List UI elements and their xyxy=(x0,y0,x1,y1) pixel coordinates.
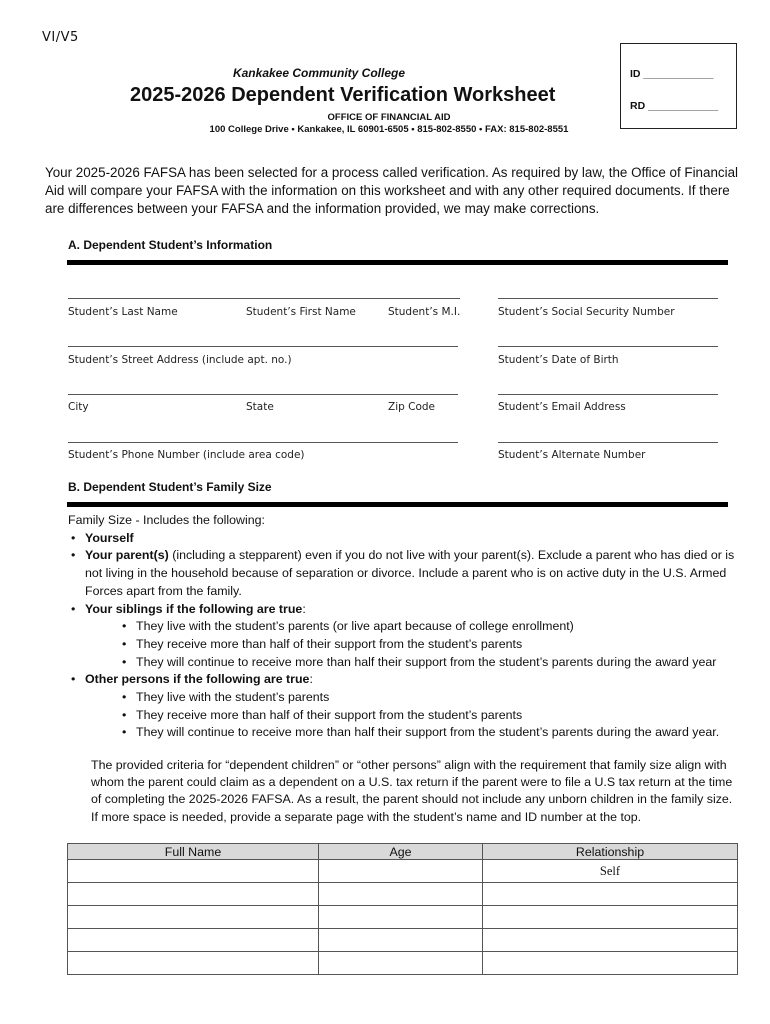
age-cell[interactable] xyxy=(319,906,483,929)
table-row xyxy=(68,883,738,906)
section-a-heading: A. Dependent Student’s Information xyxy=(68,238,273,252)
dob-line[interactable] xyxy=(498,346,718,347)
table-row xyxy=(68,952,738,975)
email-line[interactable] xyxy=(498,394,718,395)
relationship-cell[interactable] xyxy=(483,860,738,883)
state-label: State xyxy=(246,401,274,413)
alt-number-label: Student’s Alternate Number xyxy=(498,449,646,461)
family-size-intro: Family Size - Includes the following: xyxy=(68,513,265,527)
list-item: • They receive more than half of their support from the student’s parents xyxy=(136,636,736,654)
zip-label: Zip Code xyxy=(388,401,435,413)
list-item: • Your siblings if the following are true: • They live with the student’s parents (or live apart because of college enrollment) • They receive more than half of their support from the student’s parents • They will continue to receive more than half their support from the student’s parents during the award year xyxy=(85,601,736,672)
self-relationship: Self xyxy=(599,863,621,878)
section-b-heading: B. Dependent Student’s Family Size xyxy=(68,480,272,494)
section-a-rule xyxy=(67,260,728,265)
list-item: • Your parent(s) (including a stepparent) even if you do not live with your parent(s). Exclude a parent who has died or is not living in the household because of separation or divorce. Include a parent who is on active duty in the U.S. Armed Forces apart from the family. xyxy=(85,547,736,600)
criteria-note xyxy=(91,757,739,826)
criteria-paragraph: The provided criteria for “dependent children” or “other persons” align with the requirement that family size align with whom the parent could claim as a dependent on a U.S. tax return if the parent were to file a U.S tax return at the time of completing the 2025-2026 FAFSA. As a result, the parent should not include any unborn children in the family size. xyxy=(91,758,733,807)
family-size-list xyxy=(68,530,736,742)
last-name-label: Student’s Last Name xyxy=(68,306,178,318)
city-state-zip-line[interactable] xyxy=(68,394,458,395)
office-address: 100 College Drive • Kankakee, IL 60901-6505 • 815-802-8550 • FAX: 815-802-8551 xyxy=(209,124,569,135)
dob-label: Student’s Date of Birth xyxy=(498,354,619,366)
id-box xyxy=(620,43,737,129)
family-members-table xyxy=(67,843,738,975)
form-code: VI/V5 xyxy=(42,30,79,45)
mi-label: Student’s M.I. xyxy=(388,306,461,318)
rd-field[interactable]: RD ____________ xyxy=(630,100,719,112)
siblings-sublist xyxy=(85,618,736,671)
relationship-cell[interactable] xyxy=(483,883,738,906)
list-item: • Other persons if the following are true: • They live with the student’s parents • They receive more than half of their support from the student’s parents • They will continue to receive more than half their support from the student’s parents during the award year. xyxy=(85,671,736,742)
relationship-header: Relationship xyxy=(483,844,738,860)
table-row xyxy=(68,906,738,929)
first-name-label: Student’s First Name xyxy=(246,306,356,318)
page-title: 2025-2026 Dependent Verification Worksheet xyxy=(130,84,556,106)
relationship-cell[interactable] xyxy=(483,952,738,975)
ssn-line[interactable] xyxy=(498,298,718,299)
list-item: • Yourself xyxy=(85,530,736,548)
street-line[interactable] xyxy=(68,346,458,347)
name-line[interactable] xyxy=(68,298,460,299)
table-row xyxy=(68,860,738,883)
name-cell[interactable] xyxy=(68,929,319,952)
email-label: Student’s Email Address xyxy=(498,401,626,413)
age-header: Age xyxy=(319,844,483,860)
more-space-note: If more space is needed, provide a separate page with the student’s name and ID number at the top. xyxy=(91,809,642,824)
relationship-cell[interactable] xyxy=(483,906,738,929)
name-cell[interactable] xyxy=(68,883,319,906)
college-name: Kankakee Community College xyxy=(232,66,406,80)
intro-paragraph: Your 2025-2026 FAFSA has been selected for a process called verification. As required by law, the Office of Financial Aid will compare your FAFSA with the information on this worksheet and with any other required documents. If there are differences between your FAFSA and the information provided, we may make corrections. xyxy=(45,165,738,216)
age-cell[interactable] xyxy=(319,952,483,975)
office-name: OFFICE OF FINANCIAL AID xyxy=(327,112,451,123)
age-cell[interactable] xyxy=(319,883,483,906)
street-label: Student’s Street Address (include apt. no.) xyxy=(68,354,292,366)
city-label: City xyxy=(68,401,89,413)
table-header-row xyxy=(68,844,738,860)
name-cell[interactable] xyxy=(68,952,319,975)
ssn-label: Student’s Social Security Number xyxy=(498,306,675,318)
full-name-header: Full Name xyxy=(68,844,319,860)
others-sublist xyxy=(85,689,736,742)
id-field[interactable]: ID ____________ xyxy=(630,68,714,80)
name-cell[interactable] xyxy=(68,860,319,883)
family-size-criteria xyxy=(68,512,736,742)
table-row xyxy=(68,929,738,952)
section-b-rule xyxy=(67,502,728,507)
list-item: • They live with the student’s parents (or live apart because of college enrollment) xyxy=(136,618,736,636)
phone-label: Student’s Phone Number (include area code) xyxy=(68,449,305,461)
name-cell[interactable] xyxy=(68,906,319,929)
age-cell[interactable] xyxy=(319,860,483,883)
list-item: • They will continue to receive more than half their support from the student’s parents during the award year. xyxy=(136,724,736,742)
age-cell[interactable] xyxy=(319,929,483,952)
phone-line[interactable] xyxy=(68,442,458,443)
relationship-cell[interactable] xyxy=(483,929,738,952)
alt-number-line[interactable] xyxy=(498,442,718,443)
list-item: • They receive more than half of their support from the student’s parents xyxy=(136,707,736,725)
list-item: • They will continue to receive more than half their support from the student’s parents during the award year xyxy=(136,654,736,672)
list-item: • They live with the student’s parents xyxy=(136,689,736,707)
